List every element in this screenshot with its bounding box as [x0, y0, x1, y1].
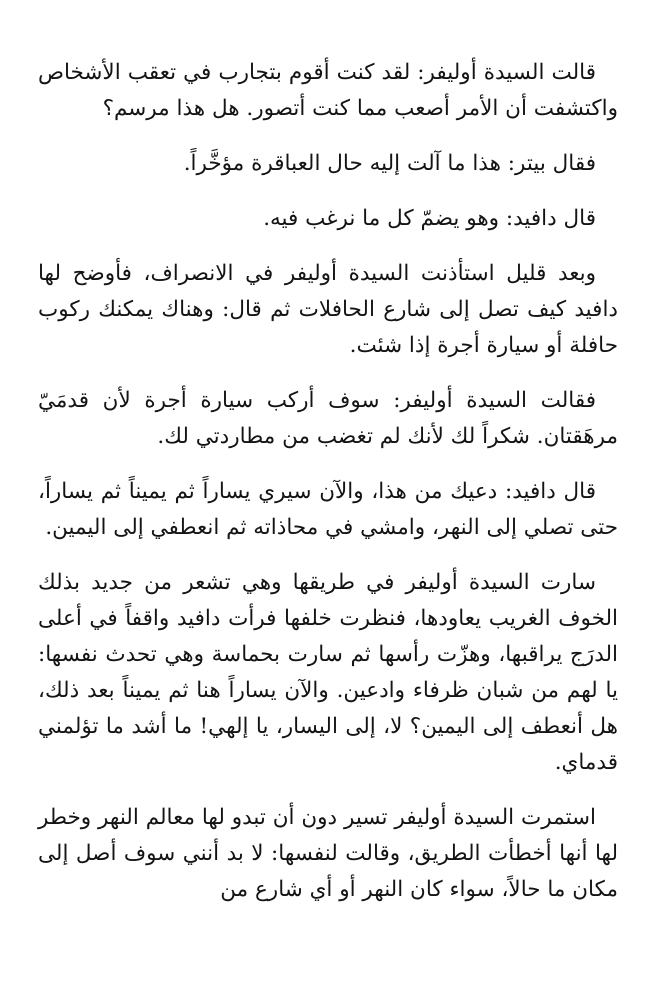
paragraph: فقالت السيدة أوليفر: سوف أركب سيارة أجرة لأن قدمَيّ مرهَقتان. شكراً لك لأنك لم تغضب من مطاردتي لك.: [38, 388, 618, 449]
book-page: [38, 55, 618, 927]
paragraph: قالت السيدة أوليفر: لقد كنت أقوم بتجارب في تعقب الأشخاص واكتشفت أن الأمر أصعب مما كنت أتصور. هل هذا مرسم؟: [38, 60, 618, 121]
paragraph: سارت السيدة أوليفر في طريقها وهي تشعر من جديد بذلك الخوف الغريب يعاودها، فنظرت خلفها فرأت دافيد واقفاً في أعلى الدرَج يراقبها، وهزّت رأسها ثم سارت بحماسة وهي تحدث نفسها: يا لهم من شبان ظرفاء وادعين. والآن يساراً هنا ثم يميناً بعد ذلك، هل أنعطف إلى اليمين؟ لا، إلى اليسار، يا إلهي! ما أشد ما تؤلمني قدماي.: [38, 570, 618, 775]
paragraph: وبعد قليل استأذنت السيدة أوليفر في الانصراف، فأوضح لها دافيد كيف تصل إلى شارع الحافلات ثم قال: وهناك يمكنك ركوب حافلة أو سيارة أجرة إذا شئت.: [38, 261, 618, 358]
paragraph: استمرت السيدة أوليفر تسير دون أن تبدو لها معالم النهر وخطر لها أنها أخطأت الطريق، وقالت لنفسها: لا بد أنني سوف أصل إلى مكان ما حالاً، سواء كان النهر أو أي شارع من: [38, 805, 618, 902]
paragraph: قال دافيد: دعيك من هذا، والآن سيري يساراً ثم يميناً ثم يساراً، حتى تصلي إلى النهر، وامشي في محاذاته ثم انعطفي إلى اليمين.: [38, 479, 618, 540]
paragraph: قال دافيد: وهو يضمّ كل ما نرغب فيه.: [263, 206, 596, 231]
paragraph: فقال بيتر: هذا ما آلت إليه حال العباقرة مؤخَّراً.: [183, 151, 596, 176]
